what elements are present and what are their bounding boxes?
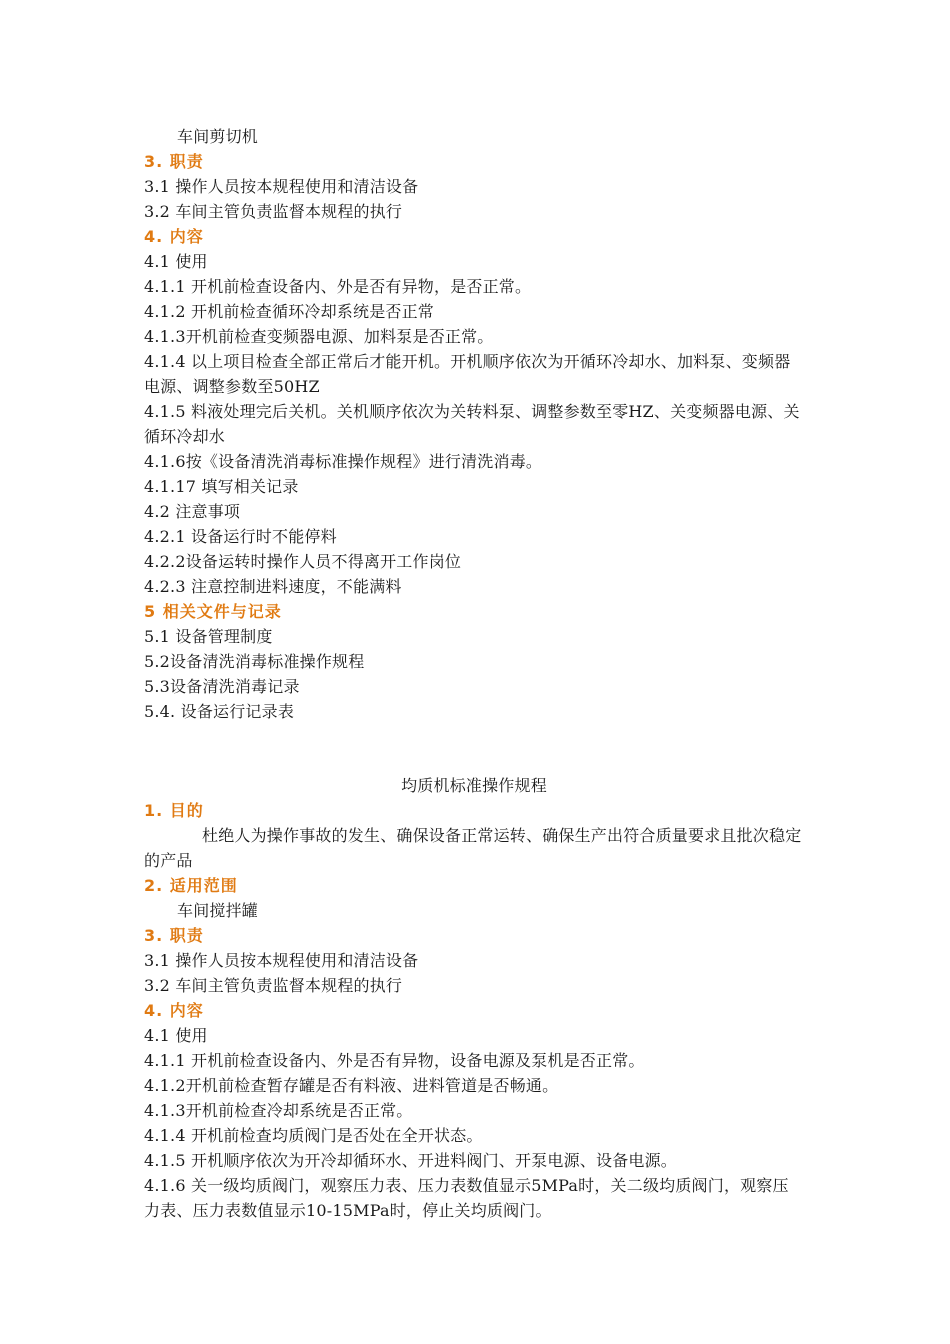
heading-content-2: 4. 内容: [144, 1001, 204, 1020]
item-5-1: 5.1 设备管理制度: [144, 627, 273, 646]
item-4-1-3-b: 4.1.3开机前检查冷却系统是否正常。: [144, 1101, 413, 1120]
scope-text: 车间剪切机: [177, 127, 259, 146]
heading-scope: 2. 适用范围: [144, 876, 238, 895]
item-3-2: 3.2 车间主管负责监督本规程的执行: [144, 202, 403, 221]
item-4-1-6: 4.1.6按《设备清洗消毒标准操作规程》进行清洗消毒。: [144, 452, 543, 471]
item-4-1-5-b: 4.1.5 开机顺序依次为开冷却循环水、开进料阀门、开泵电源、设备电源。: [144, 1151, 677, 1170]
scope-text-2: 车间搅拌罐: [177, 901, 259, 920]
item-4-1-6-b: 4.1.6 关一级均质阀门，观察压力表、压力表数值显示5MPa时，关二级均质阀门，观察压力表、压力表数值显示10-15MPa时，停止关均质阀门。: [144, 1176, 789, 1220]
item-5-2: 5.2设备清洗消毒标准操作规程: [144, 652, 365, 671]
item-4-1-1: 4.1.1 开机前检查设备内、外是否有异物，是否正常。: [144, 277, 532, 296]
item-4-1-b: 4.1 使用: [144, 1026, 208, 1045]
item-4-1-3: 4.1.3开机前检查变频器电源、加料泵是否正常。: [144, 327, 494, 346]
item-5-4: 5.4. 设备运行记录表: [144, 702, 295, 721]
item-3-2-b: 3.2 车间主管负责监督本规程的执行: [144, 976, 403, 995]
heading-purpose: 1. 目的: [144, 801, 204, 820]
item-4-1-1-b: 4.1.1 开机前检查设备内、外是否有异物，设备电源及泵机是否正常。: [144, 1051, 645, 1070]
item-4-2-2: 4.2.2设备运转时操作人员不得离开工作岗位: [144, 552, 462, 571]
item-3-1-b: 3.1 操作人员按本规程使用和清洁设备: [144, 951, 419, 970]
item-4-1-17: 4.1.17 填写相关记录: [144, 477, 299, 496]
item-4-2-3: 4.2.3 注意控制进料速度，不能满料: [144, 577, 402, 596]
item-4-1-2-b: 4.1.2开机前检查暂存罐是否有料液、进料管道是否畅通。: [144, 1076, 559, 1095]
heading-related-docs: 5 相关文件与记录: [144, 602, 282, 621]
item-5-3: 5.3设备清洗消毒记录: [144, 677, 300, 696]
heading-content: 4. 内容: [144, 227, 204, 246]
purpose-text: 杜绝人为操作事故的发生、确保设备正常运转、确保生产出符合质量要求且批次稳定的产品: [144, 826, 802, 870]
doc-title: 均质机标准操作规程: [401, 776, 547, 795]
item-4-2-1: 4.2.1 设备运行时不能停料: [144, 527, 337, 546]
section-gap: [144, 724, 804, 773]
item-4-1-2: 4.1.2 开机前检查循环冷却系统是否正常: [144, 302, 434, 321]
item-4-1-4: 4.1.4 以上项目检查全部正常后才能开机。开机顺序依次为开循环冷却水、加料泵、变频器电源、调整参数至50HZ: [144, 352, 791, 396]
document-page: [144, 124, 804, 1223]
heading-responsibility: 3. 职责: [144, 152, 204, 171]
item-4-1: 4.1 使用: [144, 252, 208, 271]
item-4-1-5: 4.1.5 料液处理完后关机。关机顺序依次为关转料泵、调整参数至零HZ、关变频器电源、关循环冷却水: [144, 402, 800, 446]
item-3-1: 3.1 操作人员按本规程使用和清洁设备: [144, 177, 419, 196]
heading-responsibility-2: 3. 职责: [144, 926, 204, 945]
item-4-2: 4.2 注意事项: [144, 502, 241, 521]
item-4-1-4-b: 4.1.4 开机前检查均质阀门是否处在全开状态。: [144, 1126, 483, 1145]
